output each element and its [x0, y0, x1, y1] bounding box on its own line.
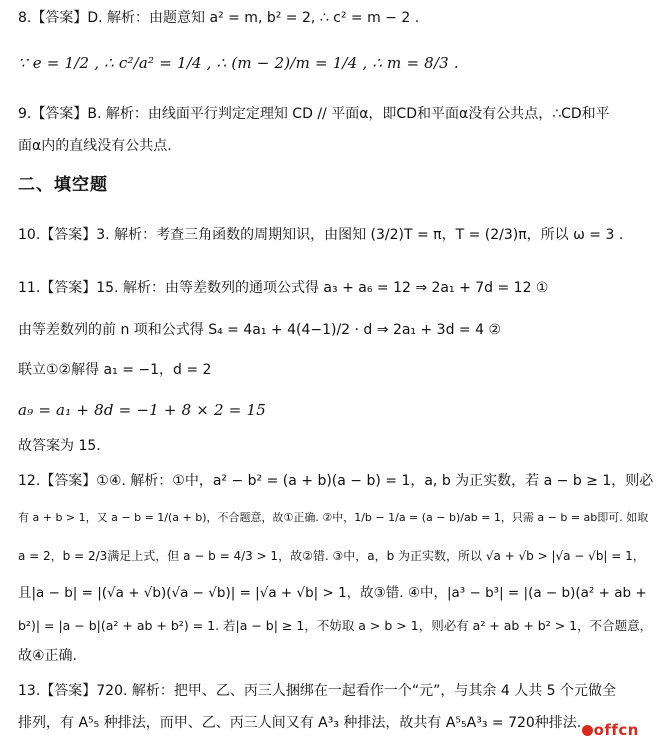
- logo-dot-icon: [582, 725, 593, 736]
- q13-line1: 13.【答案】720. 解析：把甲、乙、丙三人捆绑在一起看作一个“元”，与其余 4 人共 5 个元做全: [18, 683, 617, 699]
- q12-line2: 有 a + b > 1，又 a − b = 1/(a + b)，不合题意，故①正确. ②中，1/b − 1/a = (a − b)/ab = 1，只需 a − b = ab即可. 如取: [18, 511, 649, 524]
- q9-line2: 面α内的直线没有公共点.: [18, 138, 172, 154]
- q12-line4: 且|a − b| = |(√a + √b)(√a − √b)| = |√a + √b| > 1，故③错. ④中，|a³ − b³| = |(a − b)(a² + ab +: [18, 585, 647, 601]
- section-heading: 二、填空题: [18, 175, 108, 195]
- q8-answer: 8.【答案】D. 解析：由题意知 a² = m, b² = 2, ∴ c² = m − 2 .: [18, 10, 420, 26]
- q10: 10.【答案】3. 解析：考查三角函数的周期知识，由图知 (3/2)T = π，T = (2/3)π，所以 ω = 3 .: [18, 227, 624, 243]
- q11-line2: 由等差数列的前 n 项和公式得 S₄ = 4a₁ + 4(4−1)/2 · d ⇒ 2a₁ + 3d = 4 ②: [18, 322, 502, 338]
- q13-line2: 排列，有 A⁵₅ 种排法，而甲、乙、丙三人间又有 A³₃ 种排法，故共有 A⁵₅A³₃ = 720种排法.: [18, 715, 582, 731]
- q12-line6: 故④正确.: [18, 648, 78, 664]
- q11-line4: a₉ = a₁ + 8d = −1 + 8 × 2 = 15: [18, 401, 266, 419]
- q12-line3: a = 2，b = 2/3满足上式，但 a − b = 4/3 > 1，故②错. ③中，a，b 为正实数，所以 √a + √b > |√a − √b| = 1，: [18, 549, 645, 563]
- q11-line3: 联立①②解得 a₁ = −1，d = 2: [18, 362, 212, 378]
- q12-line5: b²)| = |a − b|(a² + ab + b²) = 1. 若|a − b| ≥ 1，不妨取 a > b > 1，则必有 a² + ab + b² > 1，不合题意，: [18, 618, 653, 633]
- q8-derivation: ∵ e = 1/2 , ∴ c²/a² = 1/4 , ∴ (m − 2)/m = 1/4 , ∴ m = 8/3 .: [18, 54, 459, 72]
- q9-line1: 9.【答案】B. 解析：由线面平行判定定理知 CD // 平面α，即CD和平面α没有公共点，∴CD和平: [18, 106, 610, 122]
- offcn-watermark-logo: [582, 721, 639, 739]
- q12-line1: 12.【答案】①④. 解析：①中，a² − b² = (a + b)(a − b) = 1，a, b 为正实数，若 a − b ≥ 1，则必: [18, 473, 654, 489]
- q11-line1: 11.【答案】15. 解析：由等差数列的通项公式得 a₃ + a₆ = 12 ⇒ 2a₁ + 7d = 12 ①: [18, 280, 549, 296]
- logo-text: offcn: [593, 721, 639, 739]
- q11-line5: 故答案为 15.: [18, 438, 101, 454]
